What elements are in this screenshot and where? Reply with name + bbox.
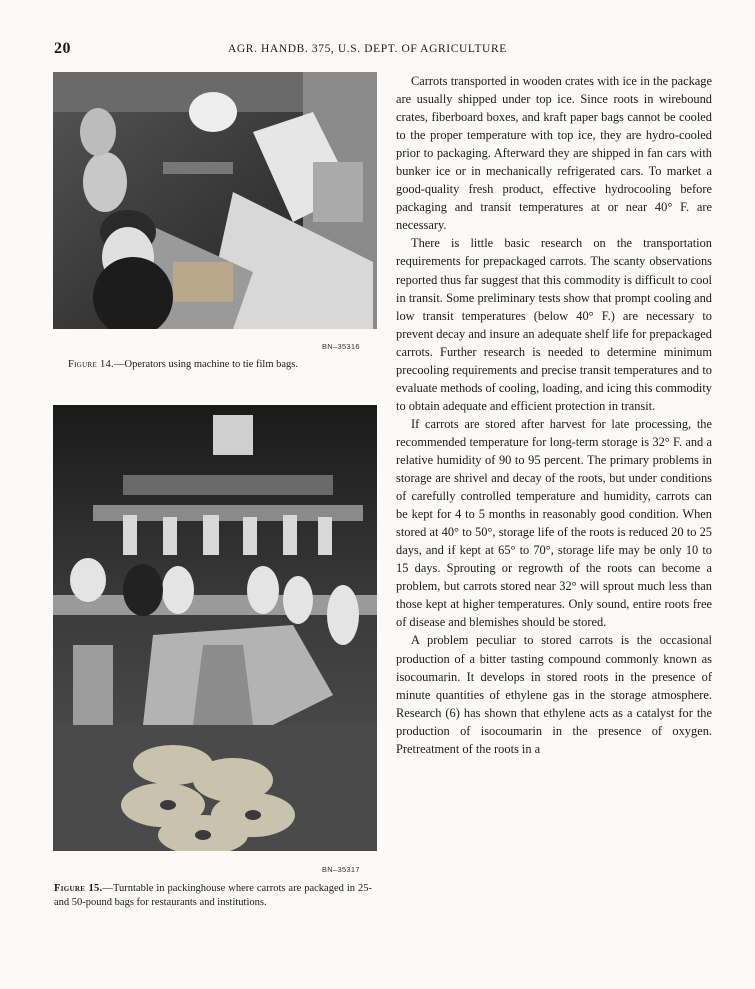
body-text-column [396, 72, 712, 758]
running-head: AGR. HANDB. 375, U.S. DEPT. OF AGRICULTURE [228, 43, 507, 55]
figure-15-caption-text: —Turntable in packinghouse where carrots are packaged in 25- and 50-pound bags for restaurants and institutions. [54, 883, 372, 908]
figure-14-photo [53, 72, 377, 329]
paragraph-storage: If carrots are stored after harvest for late processing, the recommended temperature for long-term storage is 32° F. and a relative humidity of 90 to 95 percent. The primary problems in storage are shrivel and decay of the roots, but under conditions of carefully controlled temperature and humidity, carrots can be kept for 4 to 5 months in reasonably good condition. When stored at 40° to 50°, storage life of the roots is reduced 20 to 25 days, and if kept at 65° to 70°, storage life may be only 10 to 15 days. Sprouting or regrowth of the roots can become a problem, but carrots stored near 32° will sprout much less than those kept at higher temperatures. Only sound, entire roots free of disease and blemishes should be stored. [396, 416, 712, 630]
page-number: 20 [54, 40, 71, 57]
figure-14-negative-number: BN–35316 [322, 342, 360, 351]
figure-15-negative-number: BN–35317 [322, 865, 360, 874]
paragraph-transport-research: There is little basic research on the transportation requirements for prepackaged carrots. The scanty observations reported thus far suggest that this commodity is difficult to cool in transit. Some preliminary tests show that prompt cooling and low transit temperatures (below 40° F.) are necessary to prevent decay and insure an adequate shelf life for prepackaged carrots. Further research is needed to determine minimum precooling requirements and precise transit temperatures and to evaluate methods of cooling, loading, and icing this commodity to obtain adequate and efficient protection in transit. [396, 236, 712, 413]
figure-15-label: Figure 15. [54, 883, 103, 894]
figure-15-caption [54, 882, 372, 909]
paragraph-transport-ice: Carrots transported in wooden crates with ice in the package are usually shipped under top ice. Since roots in wirebound crates, fiberboard boxes, and kraft paper bags cannot be cooled to the proper temperature with top ice, they are hydro-cooled prior to packaging. Afterward they are shipped in fan cars with bunker ice or in mechanically refrigerated cars. To market a good-quality fresh product, effective hydrocooling before packaging and transit temperatures at or near 40° F. are necessary. [396, 74, 712, 233]
paragraph-isocoumarin: A problem peculiar to stored carrots is the occasional production of a bitter tasting compound commonly known as isocoumarin. It develops in stored roots in the presence of minute quantities of ethylene gas in the storage atmosphere. Research (6) has shown that ethylene acts as a catalyst for the production of isocoumarin in the presence of oxygen. Pretreatment of the roots in a [396, 633, 712, 756]
figure-14-caption [68, 358, 368, 372]
figure-14-label: Figure 14. [68, 359, 114, 370]
figure-15-photo [53, 405, 377, 851]
figure-14-caption-text: —Operators using machine to tie film bags. [113, 359, 298, 370]
